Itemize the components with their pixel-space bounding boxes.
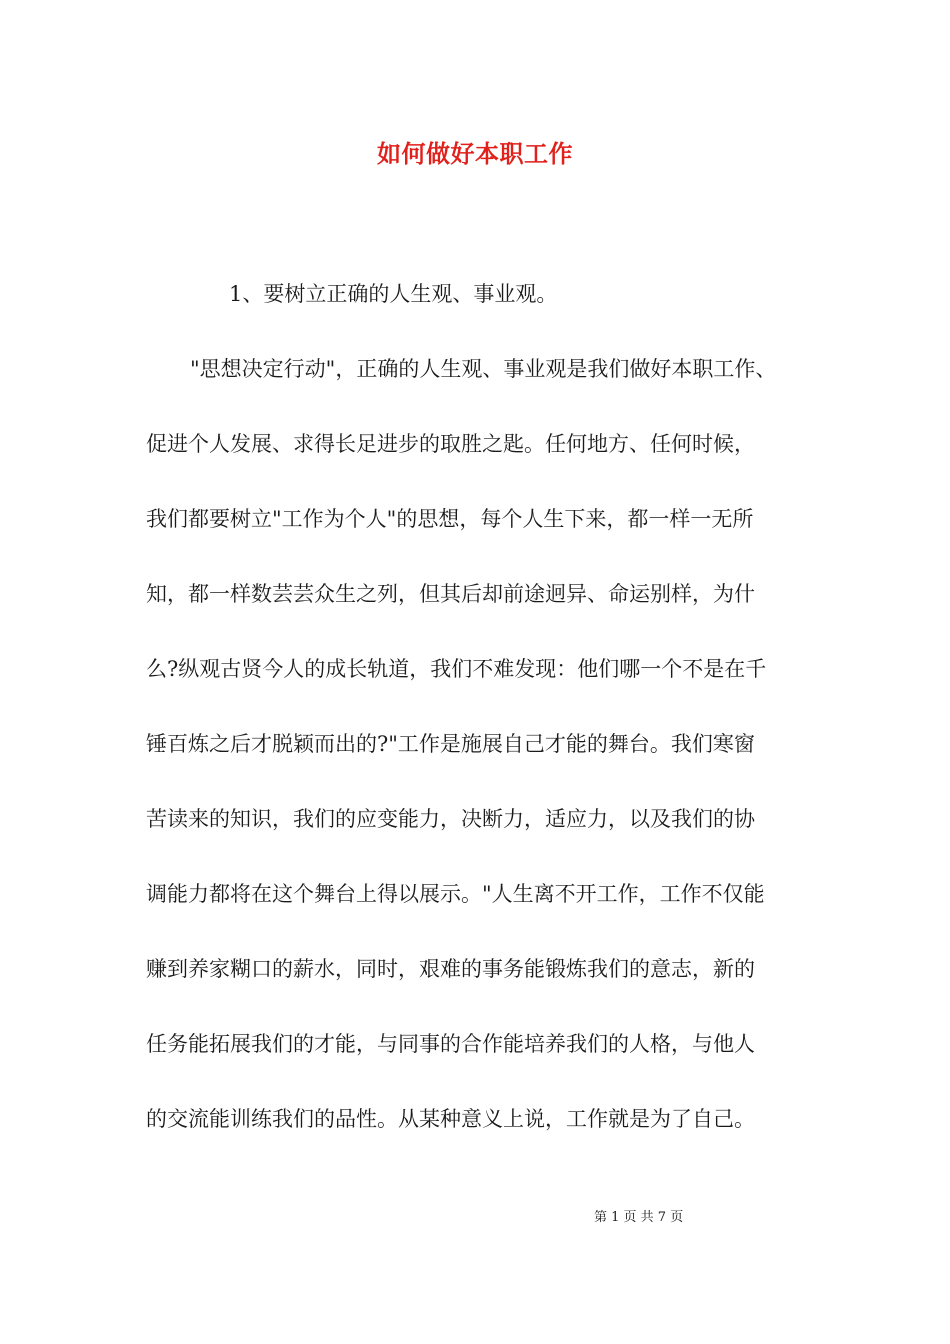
paragraph-line: 知，都一样数芸芸众生之列，但其后却前途迥异、命运别样，为什 bbox=[146, 582, 755, 606]
paragraph-line: 我们都要树立"工作为个人"的思想，每个人生下来，都一样一无所 bbox=[146, 507, 754, 531]
paragraph-line: 任务能拓展我们的才能，与同事的合作能培养我们的人格，与他人 bbox=[146, 1032, 755, 1056]
paragraph-line: 苦读来的知识，我们的应变能力，决断力，适应力，以及我们的协 bbox=[146, 807, 755, 831]
section-heading: 1、要树立正确的人生观、事业观。 bbox=[229, 282, 558, 306]
document-title: 如何做好本职工作 bbox=[377, 139, 573, 168]
paragraph-line: 赚到养家糊口的薪水，同时，艰难的事务能锻炼我们的意志，新的 bbox=[146, 957, 755, 981]
paragraph-line: 调能力都将在这个舞台上得以展示。"人生离不开工作，工作不仅能 bbox=[146, 882, 765, 906]
paragraph-line: 促进个人发展、求得长足进步的取胜之匙。任何地方、任何时候， bbox=[146, 432, 755, 456]
page-number: 第 1 页 共 7 页 bbox=[594, 1210, 684, 1225]
paragraph-line: 的交流能训练我们的品性。从某种意义上说，工作就是为了自己。 bbox=[146, 1107, 755, 1131]
paragraph-line: 锤百炼之后才脱颖而出的?"工作是施展自己才能的舞台。我们寒窗 bbox=[146, 732, 755, 756]
paragraph-line: "思想决定行动"，正确的人生观、事业观是我们做好本职工作、 bbox=[190, 357, 777, 381]
paragraph-line: 么?纵观古贤今人的成长轨道，我们不难发现：他们哪一个不是在千 bbox=[146, 657, 767, 681]
